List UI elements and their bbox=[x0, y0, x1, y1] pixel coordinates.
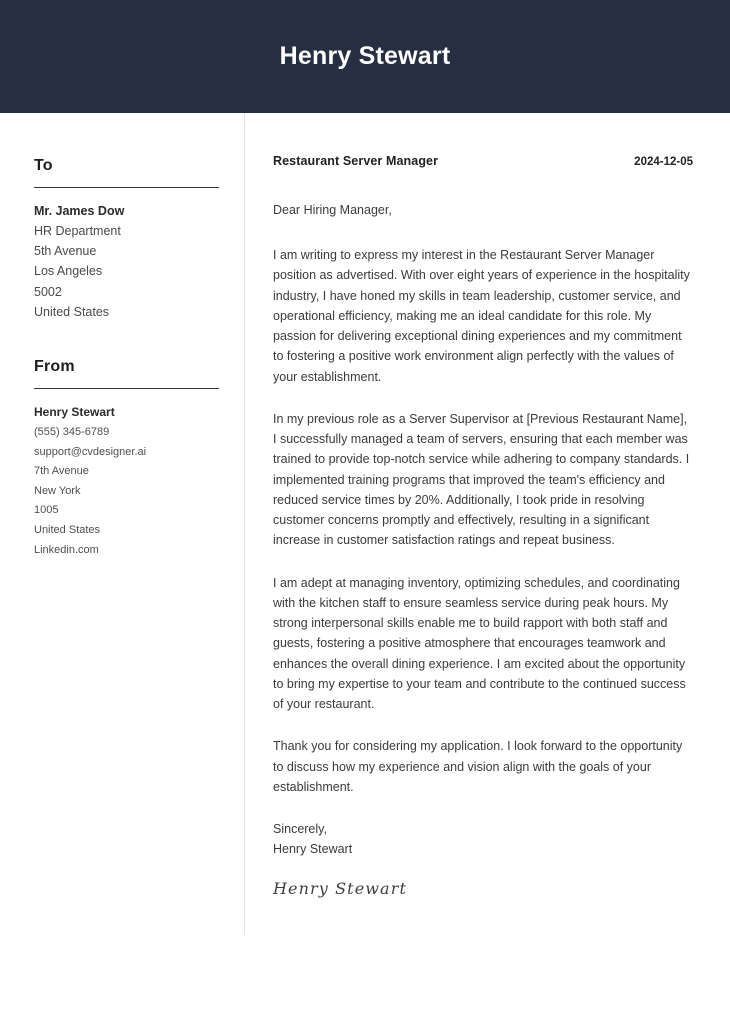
letter-header-row bbox=[273, 154, 693, 168]
sender-line: United States bbox=[34, 523, 101, 536]
closing-block bbox=[273, 819, 693, 898]
recipient-line: United States bbox=[34, 304, 110, 319]
letter-body bbox=[0, 113, 730, 1024]
recipient-line: Los Angeles bbox=[34, 264, 103, 279]
to-heading: To bbox=[34, 157, 53, 174]
column-divider bbox=[244, 113, 245, 935]
from-heading-rule bbox=[34, 388, 219, 389]
letter-paragraph: In my previous role as a Server Supervisor at [Previous Restaurant Name], I successfully managed a team of servers, ensuring that each member was trained to provide top-notch service while adhering to company standards. I implemented training programs that improved the team's efficiency and reduced service times by 20%. Additionally, I took pride in resolving customer concerns promptly and effectively, resulting in a significant increase in customer satisfaction ratings and repeat business. bbox=[273, 411, 690, 548]
sender-line: New York bbox=[34, 484, 81, 497]
letter-paragraph: I am adept at managing inventory, optimizing schedules, and coordinating with the kitchen staff to ensure seamless service during peak hours. My strong interpersonal skills enable me to build rapport with both staff and guests, fostering a positive atmosphere that encourages teamwork and enhances the overall dining experience. I am excited about the opportunity to bring my expertise to your team and contribute to the continued success of your restaurant. bbox=[273, 575, 686, 711]
header-banner bbox=[0, 0, 730, 113]
recipient-line: 5002 bbox=[34, 284, 62, 299]
sender-line: 1005 bbox=[34, 504, 59, 517]
job-title: Restaurant Server Manager bbox=[273, 154, 439, 168]
sender-email: support@cvdesigner.ai bbox=[34, 445, 147, 458]
closing-word: Sincerely, bbox=[273, 822, 327, 836]
sender-website: Linkedin.com bbox=[34, 543, 99, 556]
letter-paragraph: I am writing to express my interest in the Restaurant Server Manager position as advertised. With over eight years of experience in the hospitality industry, I have honed my skills in team leadership, customer service, and operational efficiency, making me an ideal candidate for this role. My passion for delivering exceptional dining experiences and my commitment to fostering a positive work environment align perfectly with the values of your establishment. bbox=[273, 248, 690, 384]
to-heading-rule bbox=[34, 187, 219, 188]
letter-paragraph: Thank you for considering my application. I look forward to the opportunity to discuss how my experience and vision align with the goals of your establishment. bbox=[273, 739, 683, 794]
closing-name: Henry Stewart bbox=[273, 842, 353, 857]
signature: Henry Stewart bbox=[273, 878, 407, 898]
recipient-line: 5th Avenue bbox=[34, 244, 97, 259]
sender-name: Henry Stewart bbox=[34, 404, 115, 419]
letter-content bbox=[244, 113, 730, 898]
recipient-section bbox=[34, 157, 218, 322]
sender-section bbox=[34, 358, 218, 560]
letter-date: 2024-12-05 bbox=[634, 156, 693, 168]
recipient-name: Mr. James Dow bbox=[34, 203, 125, 218]
recipient-line: HR Department bbox=[34, 223, 121, 238]
from-heading: From bbox=[34, 358, 75, 376]
sidebar bbox=[0, 113, 244, 566]
sender-line: 7th Avenue bbox=[34, 465, 89, 478]
salutation: Dear Hiring Manager, bbox=[273, 203, 392, 217]
sender-phone: (555) 345-6789 bbox=[34, 426, 110, 439]
page-title: Henry Stewart bbox=[279, 42, 451, 70]
